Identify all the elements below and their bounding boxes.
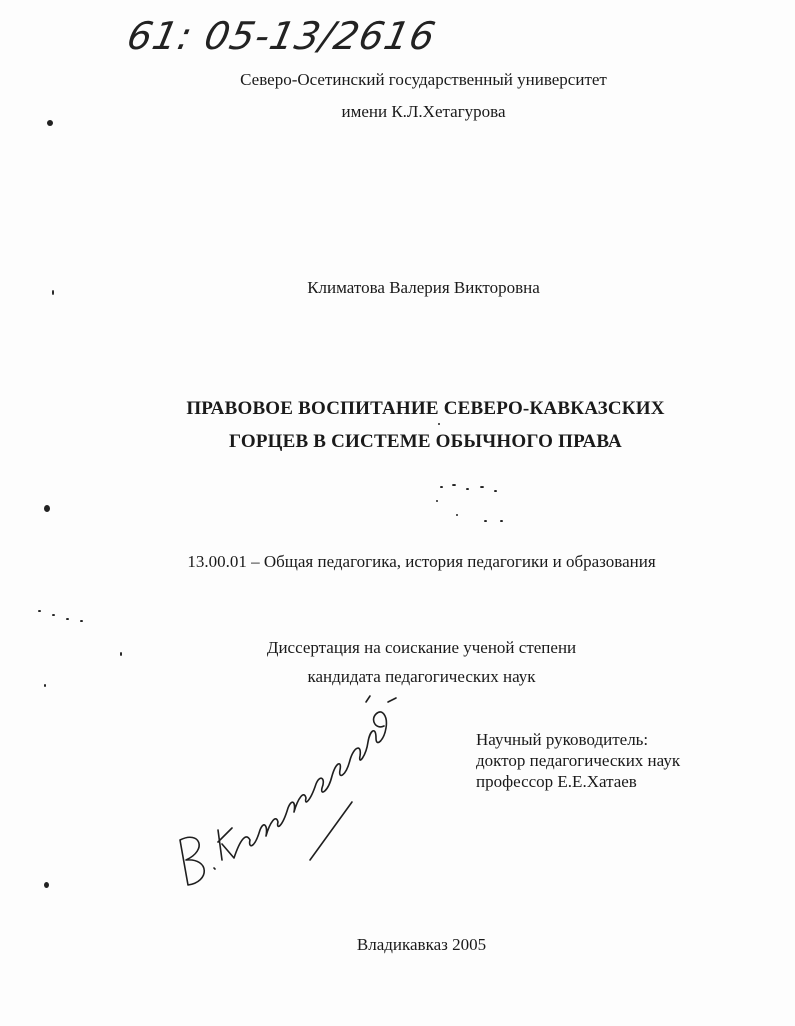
scan-speck: [44, 882, 49, 888]
degree-statement-line-2: кандидата педагогических наук: [307, 667, 536, 686]
scan-speck: [120, 652, 122, 656]
scan-speck: [480, 486, 484, 488]
scan-speck: [438, 423, 440, 425]
author-name: Климатова Валерия Викторовна: [307, 278, 540, 297]
scan-speck: [44, 505, 50, 512]
scan-speck: [38, 610, 41, 612]
archive-code-handwritten: [123, 10, 440, 70]
thesis-title-line-1: ПРАВОВОЕ ВОСПИТАНИЕ СЕВЕРО-КАВКАЗСКИХ: [186, 398, 665, 419]
author-signature: [170, 690, 410, 900]
scan-speck: [44, 684, 46, 687]
scan-speck: [52, 614, 55, 616]
scan-speck: [500, 520, 503, 522]
scan-speck: [456, 514, 458, 516]
specialty-code: 13.00.01 – Общая педагогика, история педагогики и образования: [187, 552, 656, 571]
scan-speck: [436, 500, 438, 502]
advisor-label: Научный руководитель:: [476, 730, 649, 749]
thesis-title-line-2: ГОРЦЕВ В СИСТЕМЕ ОБЫЧНОГО ПРАВА: [229, 431, 622, 452]
city-and-year: Владикавказ 2005: [356, 935, 487, 954]
scan-speck: [484, 520, 487, 522]
scan-speck: [452, 484, 456, 486]
archive-code-text: 61: 05-13/2616: [123, 14, 440, 58]
scan-speck: [52, 290, 54, 295]
scientific-advisor-block: [476, 729, 680, 792]
scan-speck: [466, 488, 469, 490]
university-name: Северо-Осетинский государственный университет: [240, 70, 607, 89]
scan-speck: [66, 618, 69, 620]
scan-speck: [440, 486, 443, 488]
advisor-degree: доктор педагогических наук: [476, 751, 681, 770]
scan-speck: [47, 120, 53, 126]
scan-speck: [494, 490, 497, 492]
degree-statement-line-1: Диссертация на соискание ученой степени: [266, 638, 577, 657]
advisor-name: профессор Е.Е.Хатаев: [476, 772, 637, 791]
university-named-after: имени К.Л.Хетагурова: [341, 102, 506, 121]
scan-speck: [80, 620, 83, 622]
